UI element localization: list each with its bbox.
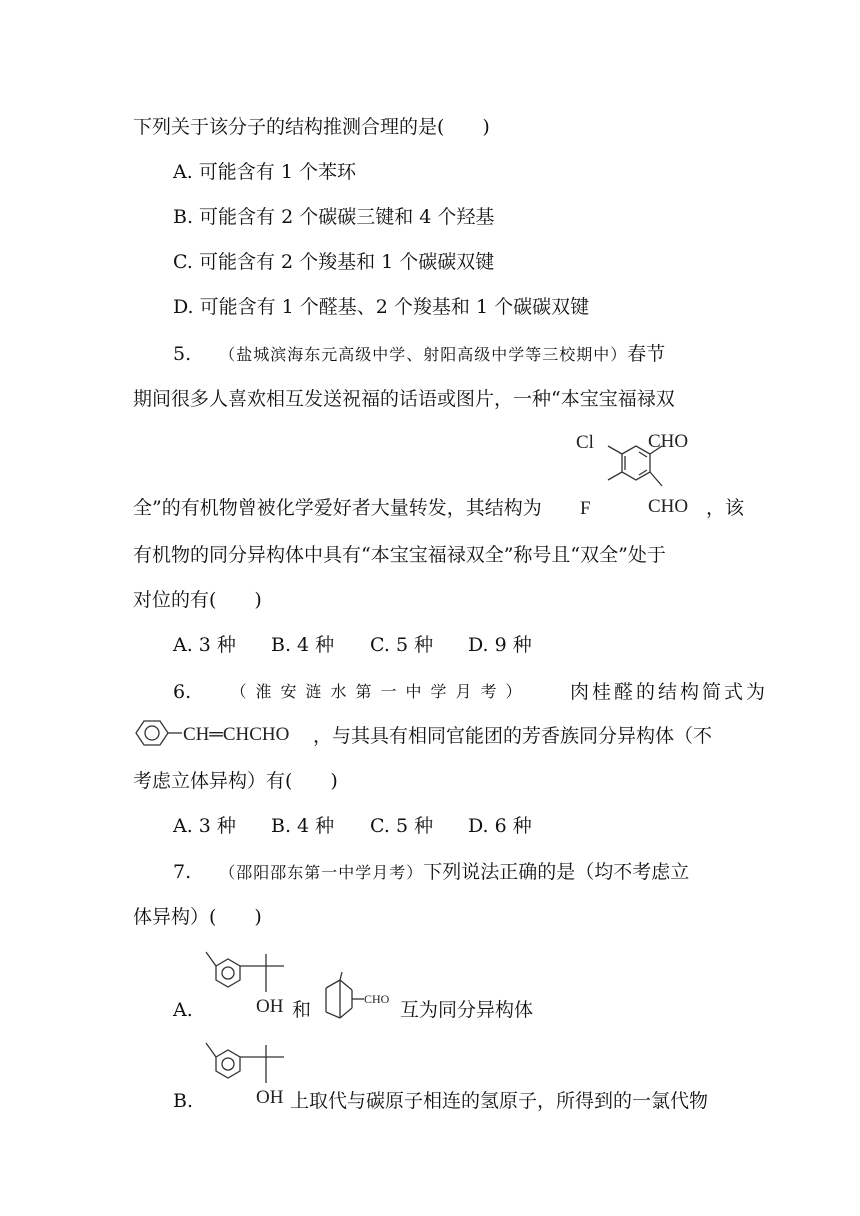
q4-option-d: D. 可能含有 1 个醛基、2 个羧基和 1 个碳碳双键 xyxy=(173,296,590,318)
benzene-ring xyxy=(136,721,168,745)
q7-line-1 xyxy=(173,860,689,885)
benzene-ring xyxy=(216,959,240,987)
q6-line-1 xyxy=(173,680,768,704)
oh-label-b: OH xyxy=(256,1087,284,1108)
tertiary-alcohol-structure xyxy=(204,944,294,1020)
cho-bottom-label: CHO xyxy=(648,496,689,517)
benzene-ring xyxy=(216,1050,240,1078)
q6-source: （淮安涟水第一中学月考） xyxy=(230,682,531,701)
q5-line-3a: 全”的有机物曾被化学爱好者大量转发，其结构为 xyxy=(133,497,542,519)
cho-label-a: CHO xyxy=(364,992,390,1006)
cho-top-label: CHO xyxy=(648,431,689,452)
q6-option-c: C. 5 种 xyxy=(370,815,434,837)
q6-options xyxy=(173,814,532,838)
q7-option-a-text: 互为同分异构体 xyxy=(400,999,534,1021)
q4-stem: 下列关于该分子的结构推测合理的是( ) xyxy=(133,116,490,138)
q4-option-c: C. 可能含有 2 个羧基和 1 个碳碳双键 xyxy=(173,251,495,273)
q6-option-d: D. 6 种 xyxy=(468,815,532,837)
q6-option-a: A. 3 种 xyxy=(173,815,236,837)
q5-line-5: 对位的有( ) xyxy=(133,589,262,611)
q7-option-b-label: B. xyxy=(173,1090,194,1112)
q5-option-c: C. 5 种 xyxy=(370,634,434,656)
cl-label: Cl xyxy=(576,432,594,453)
q5-option-b: B. 4 种 xyxy=(271,634,335,656)
q5-line-1 xyxy=(173,342,665,367)
benzene-ring xyxy=(622,446,650,480)
q7-option-a-label: A. xyxy=(173,999,193,1021)
q7-number: 7. xyxy=(173,861,192,883)
q7-source: （邵阳邵东第一中学月考） xyxy=(219,863,424,882)
q5-line-2: 期间很多人喜欢相互发送祝福的话语或图片，一种“本宝宝福禄双 xyxy=(133,388,675,410)
q7-option-b-text: 上取代与碳原子相连的氢原子，所得到的一氯代物 xyxy=(290,1090,709,1112)
q5-source: （盐城滨海东元高级中学、射阳高级中学等三校期中） xyxy=(219,345,628,364)
q6-line-2: ，与其具有相同官能团的芳香族同分异构体（不 xyxy=(313,725,713,747)
q7-text-1: 下列说法正确的是（均不考虑立 xyxy=(423,861,690,883)
f-label: F xyxy=(580,498,591,519)
q6-option-b: B. 4 种 xyxy=(271,815,335,837)
bicyclic-aldehyde-structure xyxy=(318,970,396,1022)
q7-and-text: 和 xyxy=(292,999,312,1021)
q4-option-a: A. 可能含有 1 个苯环 xyxy=(173,161,356,183)
q5-line-3b: ，该 xyxy=(706,497,745,519)
tertiary-alcohol-structure-b xyxy=(204,1035,294,1111)
q6-text-1: 肉桂醛的结构简式为 xyxy=(569,681,768,703)
cinnamaldehyde-structure xyxy=(130,716,315,750)
q5-option-a: A. 3 种 xyxy=(173,634,236,656)
q4-option-b: B. 可能含有 2 个碳碳三键和 4 个羟基 xyxy=(173,206,495,228)
q5-line-4: 有机物的同分异构体中具有“本宝宝福禄双全”称号且“双全”处于 xyxy=(133,544,666,566)
q7-line-2: 体异构）( ) xyxy=(133,906,262,928)
dichlorobenzene-dialdehyde-structure xyxy=(572,426,708,522)
q6-line-3: 考虑立体异构）有( ) xyxy=(133,770,338,792)
cinnamaldehyde-chain-label: CH═CHCHO xyxy=(183,724,290,745)
oh-label-a: OH xyxy=(256,996,284,1017)
q5-number: 5. xyxy=(173,343,192,365)
q5-options xyxy=(173,633,532,657)
q5-option-d: D. 9 种 xyxy=(468,634,532,656)
q5-text-1: 春节 xyxy=(627,343,666,365)
q6-number: 6. xyxy=(173,681,192,703)
